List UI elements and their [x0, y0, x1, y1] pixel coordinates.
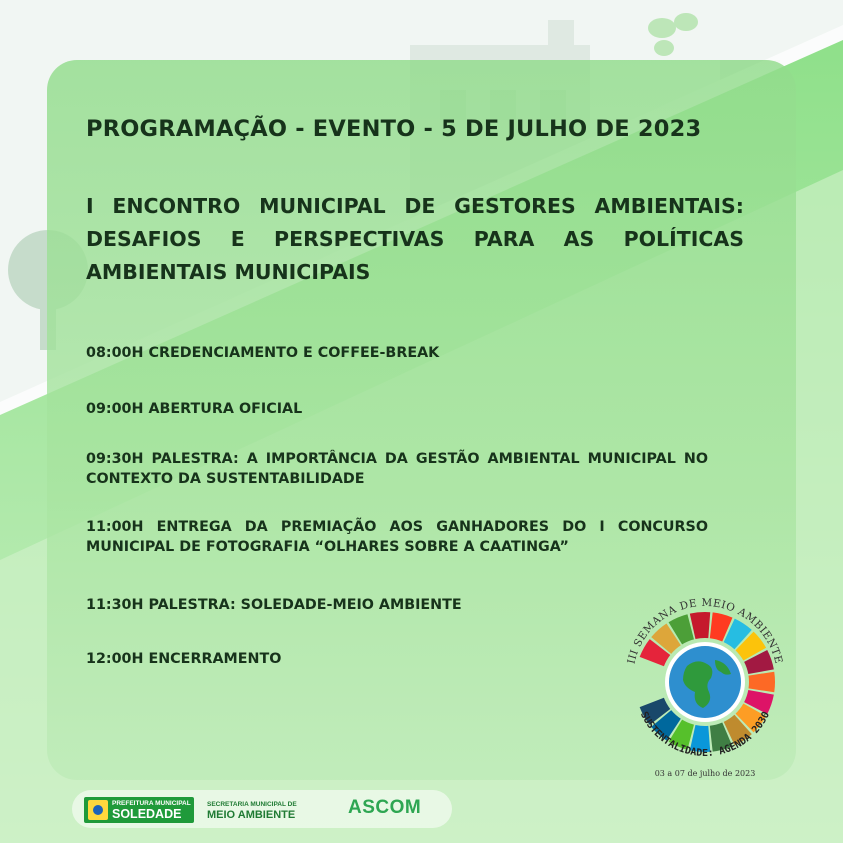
- municipal-flag-icon: [88, 800, 108, 820]
- event-logo: [615, 586, 795, 786]
- sdg-segment: [749, 672, 775, 692]
- logo-arc-top-text: III SEMANA DE MEIO AMBIENTE: [625, 596, 785, 666]
- prefeitura-name: SOLEDADE: [112, 807, 182, 821]
- secretaria-label: SECRETARIA MUNICIPAL DE: [207, 801, 297, 808]
- prefeitura-label: PREFEITURA MUNICIPAL: [112, 800, 191, 807]
- schedule-item: 09:30H PALESTRA: A IMPORTÂNCIA DA GESTÃO AMBIENTAL MUNICIPAL NO CONTEXTO DA SUSTENTABILIDADE: [86, 451, 708, 487]
- schedule-item: 09:00H ABERTURA OFICIAL: [86, 401, 303, 417]
- event-dates: 03 a 07 de julho de 2023: [654, 769, 756, 778]
- sdg-ring-logo: [615, 586, 795, 766]
- sdg-segment: [690, 612, 710, 639]
- logo-arc-bottom-text: SUSTENTALIDADE: AGENDA 2030: [637, 710, 773, 759]
- schedule-item: 11:00H ENTREGA DA PREMIAÇÃO AOS GANHADORES DO I CONCURSO MUNICIPAL DE FOTOGRAFIA “OLHARES SOBRE A CAATINGA”: [86, 519, 708, 555]
- schedule-item: 12:00H ENCERRAMENTO: [86, 651, 282, 667]
- secretaria-name: MEIO AMBIENTE: [207, 809, 296, 821]
- event-subtitle: I ENCONTRO MUNICIPAL DE GESTORES AMBIENTAIS: DESAFIOS E PERSPECTIVAS PARA AS POLÍTICAS AMBIENTAIS MUNICIPAIS: [86, 194, 744, 284]
- schedule-item: 11:30H PALESTRA: SOLEDADE-MEIO AMBIENTE: [86, 597, 462, 613]
- ascom-logo: ASCOM: [348, 797, 422, 818]
- schedule-item: 08:00H CREDENCIAMENTO E COFFEE-BREAK: [86, 345, 440, 361]
- prefeitura-logo: [84, 797, 194, 823]
- page-title: PROGRAMAÇÃO - EVENTO - 5 DE JULHO DE 2023: [86, 116, 702, 142]
